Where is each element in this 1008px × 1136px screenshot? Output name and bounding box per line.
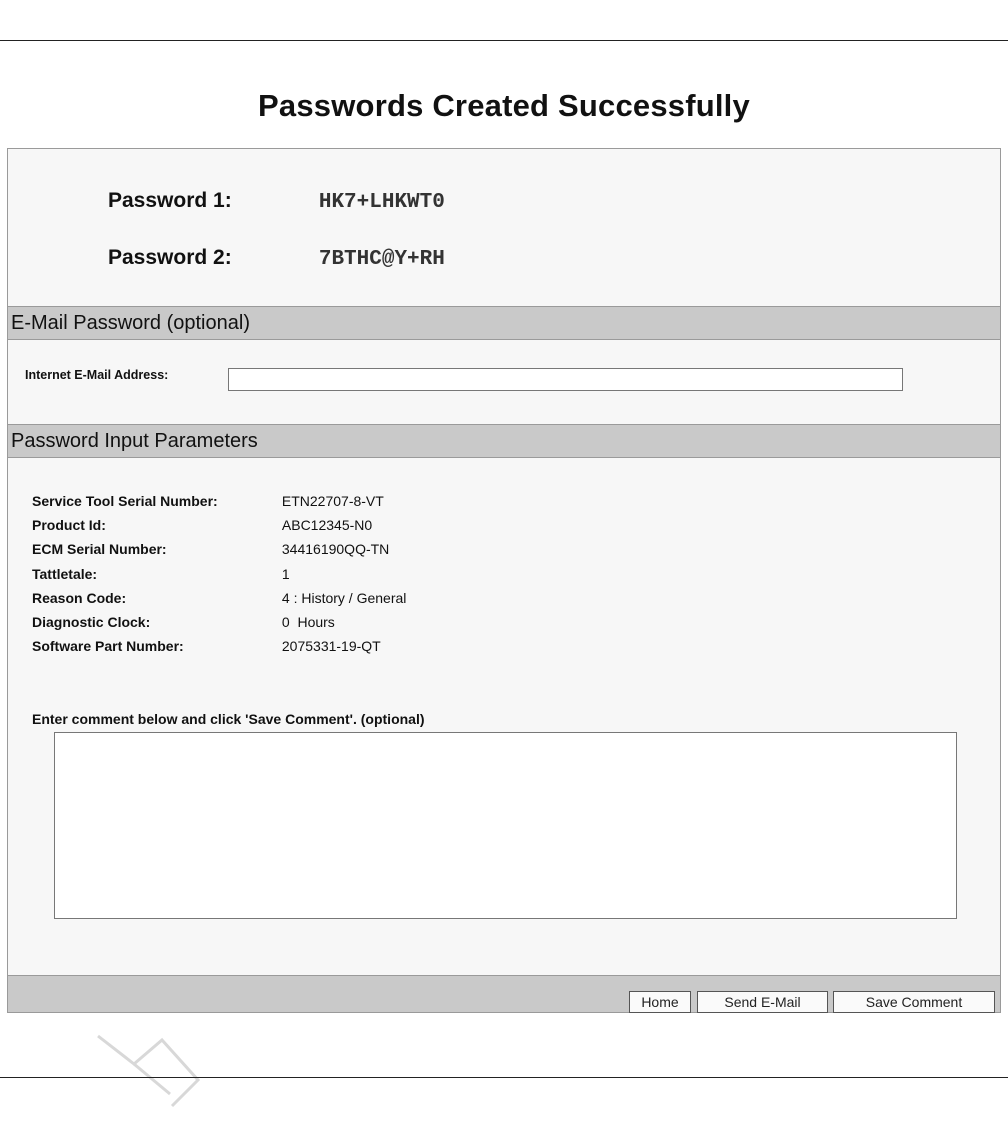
top-divider [0,40,1008,41]
password-row-2 [108,246,445,271]
params-section-header: Password Input Parameters [8,424,1000,458]
param-row-service-tool-serial [32,489,406,513]
param-label: Reason Code: [32,589,127,606]
password-2-label: Password 2: [108,246,232,269]
email-address-input[interactable] [228,368,903,391]
param-label: Tattletale: [32,565,98,582]
param-value: 34416190QQ-TN [281,541,390,558]
params-list [32,489,406,658]
watermark-shape [78,1022,228,1136]
home-button[interactable]: Home [629,991,691,1013]
param-row-diagnostic-clock [32,610,406,634]
param-label: Software Part Number: [32,638,184,655]
password-2-value: 7BTHC@Y+RH [318,248,445,271]
save-comment-button[interactable]: Save Comment [833,991,995,1013]
param-value: 0 Hours [281,613,335,630]
param-value: 2075331-19-QT [281,638,381,655]
param-label: Product Id: [32,517,106,534]
param-row-software-part-number [32,634,406,658]
comment-textarea[interactable] [54,732,957,919]
param-row-product-id [32,513,406,537]
bottom-divider [0,1077,1008,1078]
comment-prompt: Enter comment below and click 'Save Comment'. (optional) [32,711,425,727]
param-label: Service Tool Serial Number: [32,493,218,509]
password-row-1 [108,189,445,214]
param-value: 4 : History / General [281,589,407,606]
send-email-button[interactable]: Send E-Mail [697,991,828,1013]
email-address-label: Internet E-Mail Address: [25,368,169,382]
param-value: ETN22707-8-VT [281,493,384,509]
param-value: ABC12345-N0 [281,517,373,534]
param-row-tattletale [32,562,406,586]
param-value: 1 [281,565,290,582]
footer-button-bar [8,975,1000,1012]
password-1-label: Password 1: [108,189,232,212]
param-row-ecm-serial [32,537,406,561]
email-section-header: E-Mail Password (optional) [8,306,1000,340]
passwords-section [8,149,1000,306]
page-title: Passwords Created Successfully [258,88,750,123]
param-row-reason-code [32,586,406,610]
param-label: Diagnostic Clock: [32,613,151,630]
param-label: ECM Serial Number: [32,541,167,558]
password-1-value: HK7+LHKWT0 [318,191,445,214]
main-panel [7,148,1001,1013]
